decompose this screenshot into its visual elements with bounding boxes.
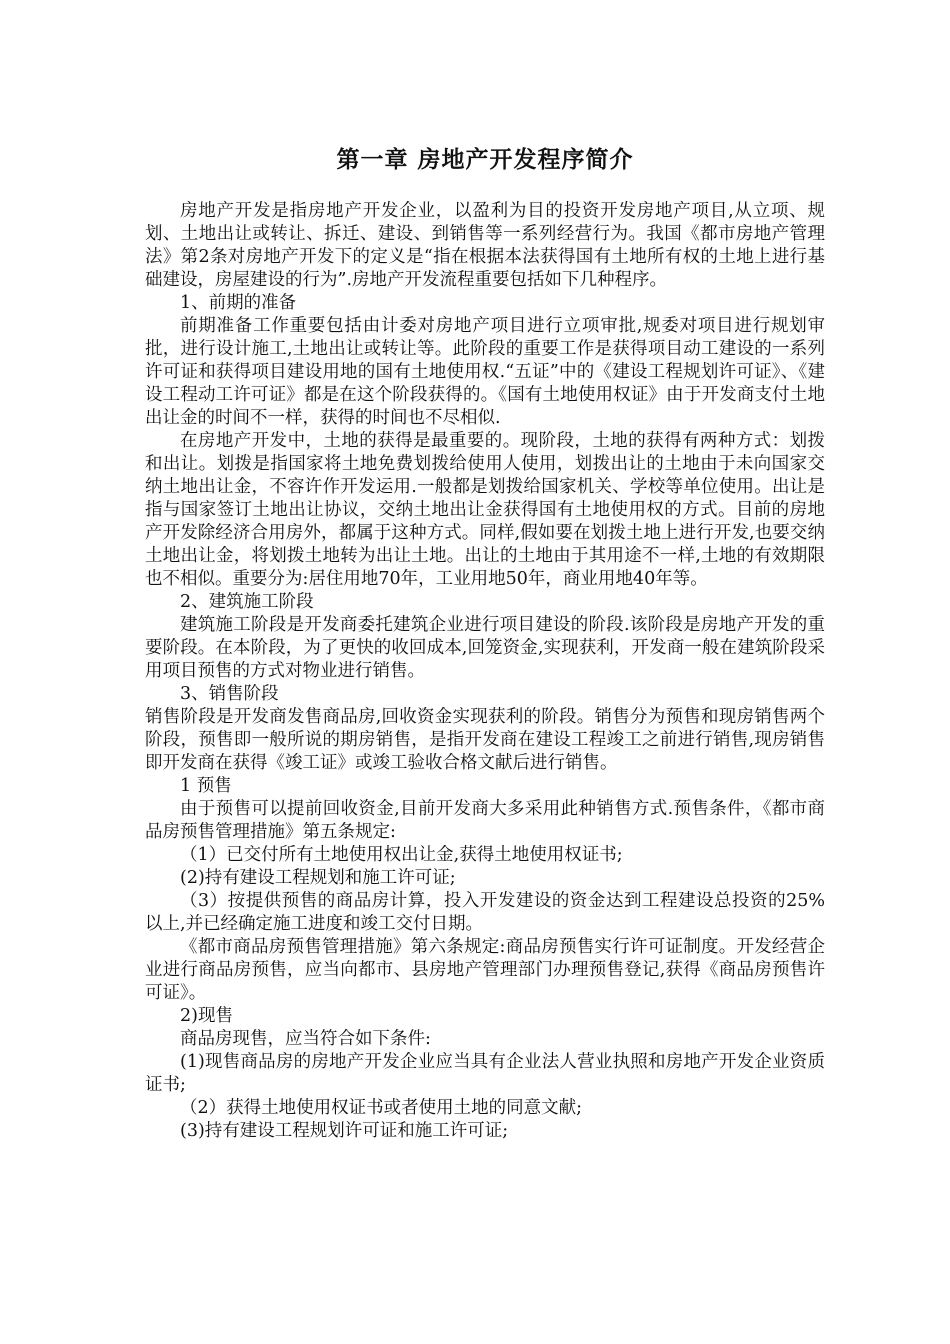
chapter-title: 第一章 房地产开发程序简介	[336, 147, 634, 173]
paragraph-presale-license: 《都市商品房预售管理措施》第六条规定:商品房预售实行许可证制度。开发经营企业进行商品房预售，应当向都市、县房地产管理部门办理预售登记,获得《商品房预售许可证》。	[145, 937, 825, 1003]
current-sale-condition-3: (3)持有建设工程规划许可证和施工许可证;	[180, 1121, 509, 1141]
paragraph-sales: 销售阶段是开发商发售商品房,回收资金实现获利的阶段。销售分为预售和现房销售两个阶段，预售即一般所说的期房销售，是指开发商在建设工程竣工之前进行销售,现房销售即开发商在获得《竣工证》或竣工验收合格文献后进行销售。	[145, 707, 825, 773]
paragraph-current-sale: 商品房现售，应当符合如下条件:	[180, 1029, 431, 1049]
section-heading-sales: 3、销售阶段	[180, 684, 279, 704]
document-page	[145, 140, 825, 1143]
paragraph-construction: 建筑施工阶段是开发商委托建筑企业进行项目建设的阶段.该阶段是房地产开发的重要阶段。在本阶段，为了更快的收回成本,回笼资金,实现获利，开发商一般在建筑阶段采用项目预售的方式对物业进行销售。	[145, 615, 825, 681]
presale-condition-1: （1）已交付所有土地使用权出让金,获得土地使用权证书;	[180, 845, 623, 865]
subheading-presale: 1 预售	[180, 776, 232, 796]
subheading-current-sale: 2)现售	[180, 1006, 233, 1026]
presale-condition-2: (2)持有建设工程规划和施工许可证;	[180, 868, 456, 888]
paragraph-presale: 由于预售可以提前回收资金,目前开发商大多采用此种销售方式.预售条件，《都市商品房预售管理措施》第五条规定:	[145, 799, 825, 842]
section-heading-construction: 2、建筑施工阶段	[180, 592, 314, 612]
intro-paragraph: 房地产开发是指房地产开发企业，以盈利为目的投资开发房地产项目,从立项、规划、土地出让或转让、拆迁、建设、到销售等一系列经营行为。我国《都市房地产管理法》第2条对房地产开发下的定义是“指在根据本法获得国有土地所有权的土地上进行基础建设，房屋建设的行为”.房地产开发流程重要包括如下几种程序。	[145, 201, 825, 290]
current-sale-condition-1: (1)现售商品房的房地产开发企业应当具有企业法人营业执照和房地产开发企业资质证书;	[145, 1052, 825, 1095]
current-sale-condition-2: （2）获得土地使用权证书或者使用土地的同意文献;	[180, 1098, 583, 1118]
paragraph-preparation: 前期准备工作重要包括由计委对房地产项目进行立项审批,规委对项目进行规划审批，进行设计施工,土地出让或转让等。此阶段的重要工作是获得项目动工建设的一系列许可证和获得项目建设用地的国有土地使用权.“五证”中的《建设工程规划许可证》、《建设工程动工许可证》都是在这个阶段获得的。《国有土地使用权证》由于开发商支付土地出让金的时间不一样，获得的时间也不尽相似.	[145, 316, 825, 428]
section-heading-preparation: 1、前期的准备	[180, 293, 297, 313]
paragraph-land: 在房地产开发中，土地的获得是最重要的。现阶段，土地的获得有两种方式：划拨和出让。划拨是指国家将土地免费划拨给使用人使用，划拨出让的土地由于未向国家交纳土地出让金，不容许作开发运用.一般都是划拨给国家机关、学校等单位使用。出让是指与国家签订土地出让协议，交纳土地出让金获得国有土地使用权的方式。目前的房地产开发除经济合用房外，都属于这种方式。同样,假如要在划拨土地上进行开发,也要交纳土地出让金，将划拨土地转为出让土地。出让的土地由于其用途不一样,土地的有效期限也不相似。重要分为:居住用地70年，工业用地50年，商业用地40年等。	[145, 431, 825, 589]
presale-condition-3: （3）按提供预售的商品房计算，投入开发建设的资金达到工程建设总投资的25%以上,并已经确定施工进度和竣工交付日期。	[145, 891, 825, 934]
